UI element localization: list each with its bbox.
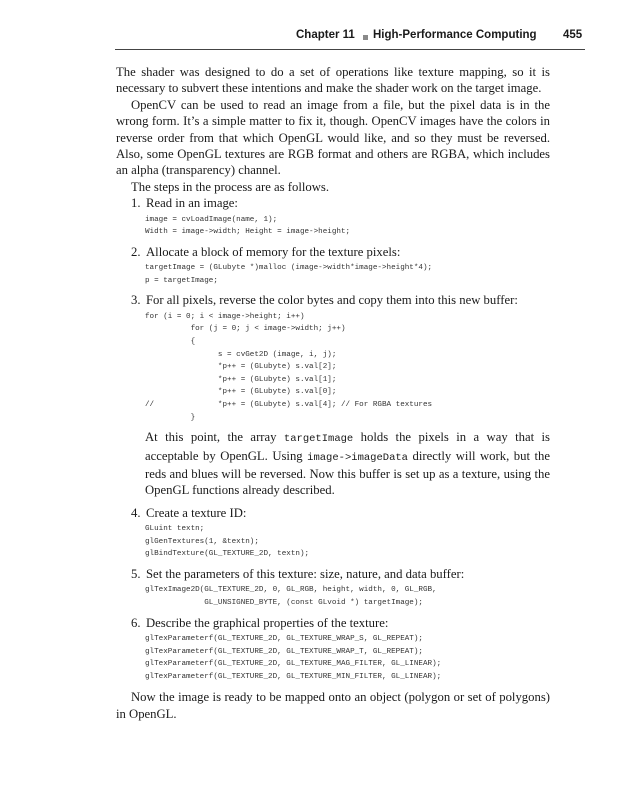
code-block-5: glTexImage2D(GL_TEXTURE_2D, 0, GL_RGB, height, width, 0, GL_RGB, GL_UNSIGNED_BYTE, (const GLvoid *) targetImage);	[145, 586, 437, 607]
step-5	[131, 566, 550, 582]
step-3-note: At this point, the array targetImage holds the pixels in a way that is acceptable by OpenGL. Using image->imageData directly will work, but the reds and blues will be reversed. Now this buffer is set up as a texture, using the OpenGL functions already described.	[145, 430, 551, 498]
step-6	[131, 615, 550, 631]
step-text: Read in an image:	[146, 196, 238, 211]
paragraph-1: The shader was designed to do a set of operations like texture mapping, so it is necessary to subvert these intentions and make the shader work on the target image.	[116, 65, 550, 96]
step-3	[131, 292, 550, 308]
step-number: 2.	[131, 244, 141, 259]
code-block-2: targetImage = (GLubyte *)malloc (image->width*image->height*4); p = targetImage;	[145, 264, 433, 285]
step-1	[131, 195, 550, 211]
code-block-4: GLuint textn; glGenTextures(1, &textn); glBindTexture(GL_TEXTURE_2D, textn);	[145, 525, 310, 559]
step-number: 5.	[131, 567, 141, 581]
chapter-title: High-Performance Computing	[373, 29, 537, 41]
paragraph-3: The steps in the process are as follows.	[131, 179, 330, 194]
inline-code-targetimage: targetImage	[283, 433, 354, 446]
step-number: 6.	[131, 615, 141, 630]
step-text: For all pixels, reverse the color bytes and copy them into this new buffer:	[146, 293, 518, 308]
separator-square-icon	[363, 35, 368, 40]
page-body	[116, 64, 550, 722]
chapter-label: Chapter 11	[296, 29, 355, 41]
step-text: Create a texture ID:	[146, 505, 247, 520]
step-2	[131, 244, 550, 260]
step-4	[131, 505, 550, 521]
paragraph-2: OpenCV can be used to read an image from a file, but the pixel data is in the wrong form. It’s a simple matter to fix it, though. OpenCV images have the colors in reverse order from that which OpenGL would like, and so they must be reversed. Also, some OpenGL textures are RGB format and others are RGBA, which includes an alpha (transparency) channel.	[116, 97, 550, 178]
code-block-6: glTexParameterf(GL_TEXTURE_2D, GL_TEXTURE_WRAP_S, GL_REPEAT); glTexParameterf(GL_TEXTURE_2D, GL_TEXTURE_WRAP_T, GL_REPEAT); glTexParameterf(GL_TEXTURE_2D, GL_TEXTURE_MAG_FILTER, GL_LINEAR); glTexParameterf(GL_TEXTURE_2D, GL_TEXTURE_MIN_FILTER, GL_LINEAR);	[145, 635, 442, 681]
step-number: 3.	[131, 293, 141, 308]
page-number: 455	[563, 29, 583, 41]
step-text: Describe the graphical properties of the texture:	[146, 615, 389, 630]
header-rule	[115, 49, 585, 50]
step-number: 4.	[131, 505, 141, 520]
step-number: 1.	[131, 196, 141, 211]
step-text: Allocate a block of memory for the texture pixels:	[146, 244, 401, 259]
closing-paragraph: Now the image is ready to be mapped onto an object (polygon or set of polygons) in OpenGL.	[116, 690, 550, 721]
inline-code-imagedata: image->imageData	[307, 451, 408, 464]
code-block-3: for (i = 0; i < image->height; i++) for (j = 0; j < image->width; j++) { s = cvGet2D (image, i, j); *p++ = (GLubyte) s.val[2]; *p++ = (GLubyte) s.val[1]; *p++ = (GLubyte) s.val[0]; // *p++ = (GLubyte) s.val[4]; // For RGBA textures }	[145, 312, 433, 422]
step-text: Set the parameters of this texture: size, nature, and data buffer:	[146, 567, 465, 581]
code-block-1: image = cvLoadImage(name, 1); Width = image->width; Height = image->height;	[145, 215, 351, 237]
running-header	[0, 29, 636, 47]
